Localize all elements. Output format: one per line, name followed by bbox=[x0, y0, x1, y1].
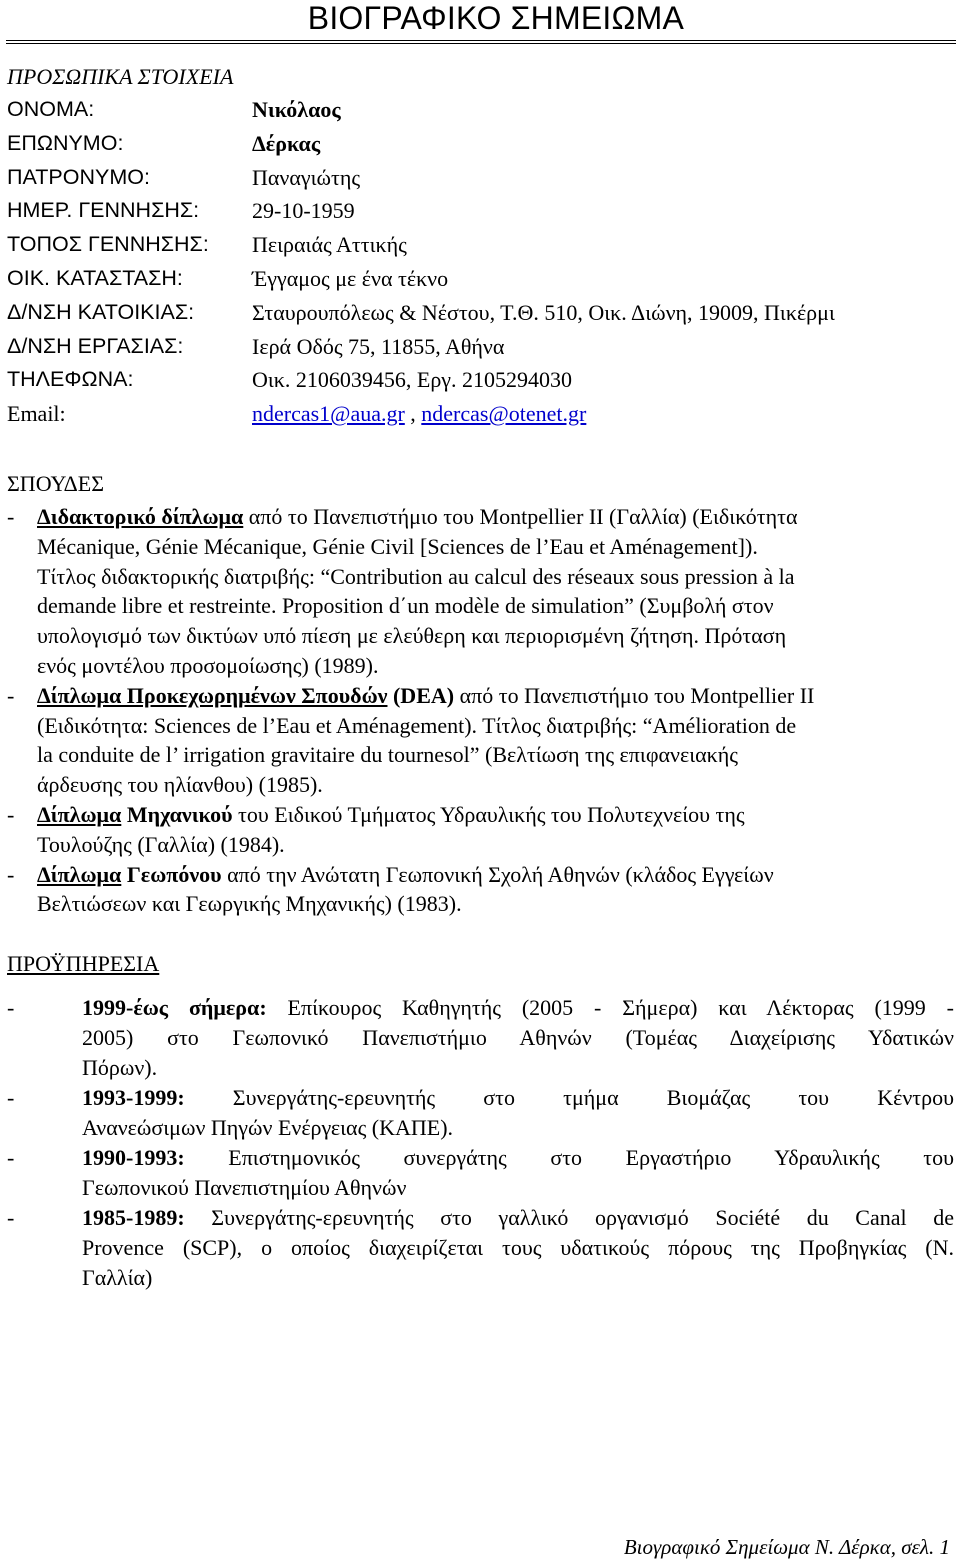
personal-row-surname bbox=[7, 127, 835, 161]
experience-text: Πόρων). bbox=[82, 1055, 158, 1080]
bullet-dash: - bbox=[7, 801, 15, 827]
page-title: ΒΙΟΓΡΑΦΙΚΟ ΣΗΜΕΙΩΜΑ bbox=[307, 0, 684, 36]
experience-text: Provence (SCP), ο οποίος διαχειρίζεται τους υδατικούς πόρους της Προβηγκίας (Ν. bbox=[82, 1235, 954, 1260]
personal-row-email bbox=[7, 397, 835, 431]
personal-label: ΗΜΕΡ. ΓΕΝΝΗΣΗΣ: bbox=[7, 198, 200, 223]
degree-text: άρδευσης του ηλίανθου) (1985). bbox=[37, 772, 323, 798]
experience-years: 1993-1999: bbox=[82, 1085, 185, 1110]
degree-title-extra: Γεωπόνου bbox=[121, 861, 222, 887]
email-label: Email: bbox=[7, 401, 66, 427]
degree-text: ενός μοντέλου προσομοίωσης) (1989). bbox=[37, 652, 379, 678]
personal-label: Δ/ΝΣΗ ΕΡΓΑΣΙΑΣ: bbox=[7, 333, 184, 358]
experience-text: 2005) στο Γεωπονικό Πανεπιστήμιο Αθηνών (Τομέας Διαχείρισης Υδατικών bbox=[82, 1025, 954, 1050]
experience-item bbox=[7, 1203, 954, 1293]
degree-text: Τίτλος διδακτορικής διατριβής: “Contribution au calcul des réseaux sous pression à la bbox=[37, 563, 795, 589]
personal-heading: ΠΡΟΣΩΠΙΚΑ ΣΤΟΙΧΕΙΑ bbox=[7, 64, 234, 89]
personal-label: ΟΝΟΜΑ: bbox=[7, 97, 95, 121]
experience-item bbox=[7, 1143, 954, 1203]
personal-row-father-name bbox=[7, 161, 835, 195]
personal-row-birth-date bbox=[7, 194, 835, 228]
degree-text: από την Ανώτατη Γεωπονική Σχολή Αθηνών (κλάδος Εγγείων bbox=[221, 861, 774, 887]
bullet-dash: - bbox=[7, 995, 15, 1020]
personal-row-home-address bbox=[7, 296, 835, 330]
degree-text: από το Πανεπιστήμιο του Montpellier II (Γαλλία) (Ειδικότητα bbox=[243, 504, 798, 529]
degree-text: υπολογισμό των δικτύων υπό πίεση με ελεύθερη και περιορισμένη ζήτηση. Πρόταση bbox=[37, 623, 787, 649]
experience-text: Επίκουρος Καθηγητής (2005 - Σήμερα) και Λέκτορας (1999 - bbox=[266, 995, 955, 1020]
degree-text: la conduite de l’ irrigation gravitaire du tournesol” (Βελτίωση της επιφανειακής bbox=[37, 742, 738, 768]
personal-label: ΤΟΠΟΣ ΓΕΝΝΗΣΗΣ: bbox=[7, 232, 209, 257]
personal-value: Σταυρουπόλεως & Νέστου, Τ.Θ. 510, Οικ. Διώνη, 19009, Πικέρμι bbox=[252, 299, 835, 325]
page-footer: Βιογραφικό Σημείωμα Ν. Δέρκα, σελ. 1 bbox=[623, 1535, 950, 1559]
degree-text: demande libre et restreinte. Proposition d΄un modèle de simulation” (Συμβολή στον bbox=[37, 593, 774, 619]
email-link-2[interactable]: ndercas@otenet.gr bbox=[421, 401, 587, 427]
personal-row-marital-status bbox=[7, 262, 835, 296]
personal-row-name bbox=[7, 93, 835, 127]
bullet-dash: - bbox=[7, 1145, 15, 1170]
personal-value: Νικόλαος bbox=[252, 97, 341, 122]
bullet-dash: - bbox=[7, 504, 15, 529]
bullet-dash: - bbox=[7, 1205, 15, 1230]
personal-value: Οικ. 2106039456, Εργ. 2105294030 bbox=[252, 367, 573, 393]
education-item bbox=[7, 681, 937, 800]
degree-title-extra: (DEA) bbox=[387, 682, 455, 708]
experience-item bbox=[7, 1083, 954, 1143]
personal-value: Πειραιάς Αττικής bbox=[252, 232, 407, 258]
education-item bbox=[7, 502, 937, 681]
personal-label: ΤΗΛΕΦΩΝΑ: bbox=[7, 367, 134, 392]
experience-list bbox=[7, 993, 954, 1293]
experience-years: 1999-έως σήμερα: bbox=[82, 995, 267, 1020]
experience-years: 1990-1993: bbox=[82, 1145, 185, 1170]
experience-text: Γεωπονικού Πανεπιστημίου Αθηνών bbox=[82, 1175, 407, 1200]
personal-value: 29-10-1959 bbox=[252, 198, 355, 224]
personal-section bbox=[7, 60, 835, 431]
education-item bbox=[7, 800, 937, 860]
personal-value: Δέρκας bbox=[252, 130, 321, 156]
bullet-dash: - bbox=[7, 861, 15, 887]
personal-value: Ιερά Οδός 75, 11855, Αθήνα bbox=[252, 333, 505, 359]
personal-label: ΠΑΤΡΟΝΥΜΟ: bbox=[7, 164, 150, 189]
experience-text: Γαλλία) bbox=[82, 1265, 153, 1290]
degree-title-extra: Μηχανικού bbox=[121, 801, 233, 827]
education-item bbox=[7, 860, 937, 920]
email-link-1[interactable]: ndercas1@aua.gr bbox=[252, 401, 405, 427]
personal-label: ΟΙΚ. ΚΑΤΑΣΤΑΣΗ: bbox=[7, 265, 183, 290]
experience-text: Ανανεώσιμων Πηγών Ενέργειας (ΚΑΠΕ). bbox=[82, 1115, 454, 1140]
bullet-dash: - bbox=[7, 1085, 15, 1110]
education-heading: ΣΠΟΥΔΕΣ bbox=[7, 471, 105, 496]
experience-years: 1985-1989: bbox=[82, 1205, 185, 1230]
degree-title: Δίπλωμα bbox=[37, 861, 122, 887]
personal-value: Παναγιώτης bbox=[252, 164, 361, 190]
degree-text: Mécanique, Génie Mécanique, Génie Civil [Sciences de l’Eau et Aménagement]). bbox=[37, 533, 758, 559]
experience-text: Συνεργάτης-ερευνητής στο τμήμα Βιομάζας του Κέντρου bbox=[184, 1085, 954, 1110]
personal-label: ΕΠΩΝΥΜΟ: bbox=[7, 130, 124, 155]
degree-text: (Ειδικότητα: Sciences de l’Eau et Aménagement). Τίτλος διατριβής: “Amélioration de bbox=[37, 712, 797, 738]
degree-title: Δίπλωμα bbox=[37, 801, 122, 827]
degree-text: του Ειδικού Τμήματος Υδραυλικής του Πολυτεχνείου της bbox=[232, 801, 745, 827]
experience-heading: ΠΡΟΫΠΗΡΕΣΙΑ bbox=[7, 951, 160, 976]
degree-text: από το Πανεπιστήμιο του Montpellier II bbox=[454, 682, 815, 708]
personal-row-work-address bbox=[7, 330, 835, 364]
personal-label: Δ/ΝΣΗ ΚΑΤΟΙΚΙΑΣ: bbox=[7, 299, 195, 324]
title-rule-top bbox=[6, 40, 956, 41]
email-separator: , bbox=[404, 401, 422, 427]
education-list bbox=[7, 502, 937, 919]
experience-text: Επιστημονικός συνεργάτης στο Εργαστήριο Υδραυλικής του bbox=[184, 1145, 954, 1170]
degree-title: Διδακτορικό δίπλωμα bbox=[37, 504, 244, 529]
title-rule-bottom bbox=[6, 43, 956, 44]
personal-row-phones bbox=[7, 363, 835, 397]
bullet-dash: - bbox=[7, 682, 15, 708]
personal-row-birth-place bbox=[7, 228, 835, 262]
degree-title: Δίπλωμα Προκεχωρημένων Σπουδών bbox=[37, 682, 388, 708]
degree-text: Τουλούζης (Γαλλία) (1984). bbox=[37, 831, 285, 857]
degree-text: Βελτιώσεων και Γεωργικής Μηχανικής) (1983). bbox=[37, 891, 462, 917]
personal-value: Έγγαμος με ένα τέκνο bbox=[252, 265, 449, 291]
experience-item bbox=[7, 993, 954, 1083]
experience-text: Συνεργάτης-ερευνητής στο γαλλικό οργανισμό Société du Canal de bbox=[184, 1205, 954, 1230]
